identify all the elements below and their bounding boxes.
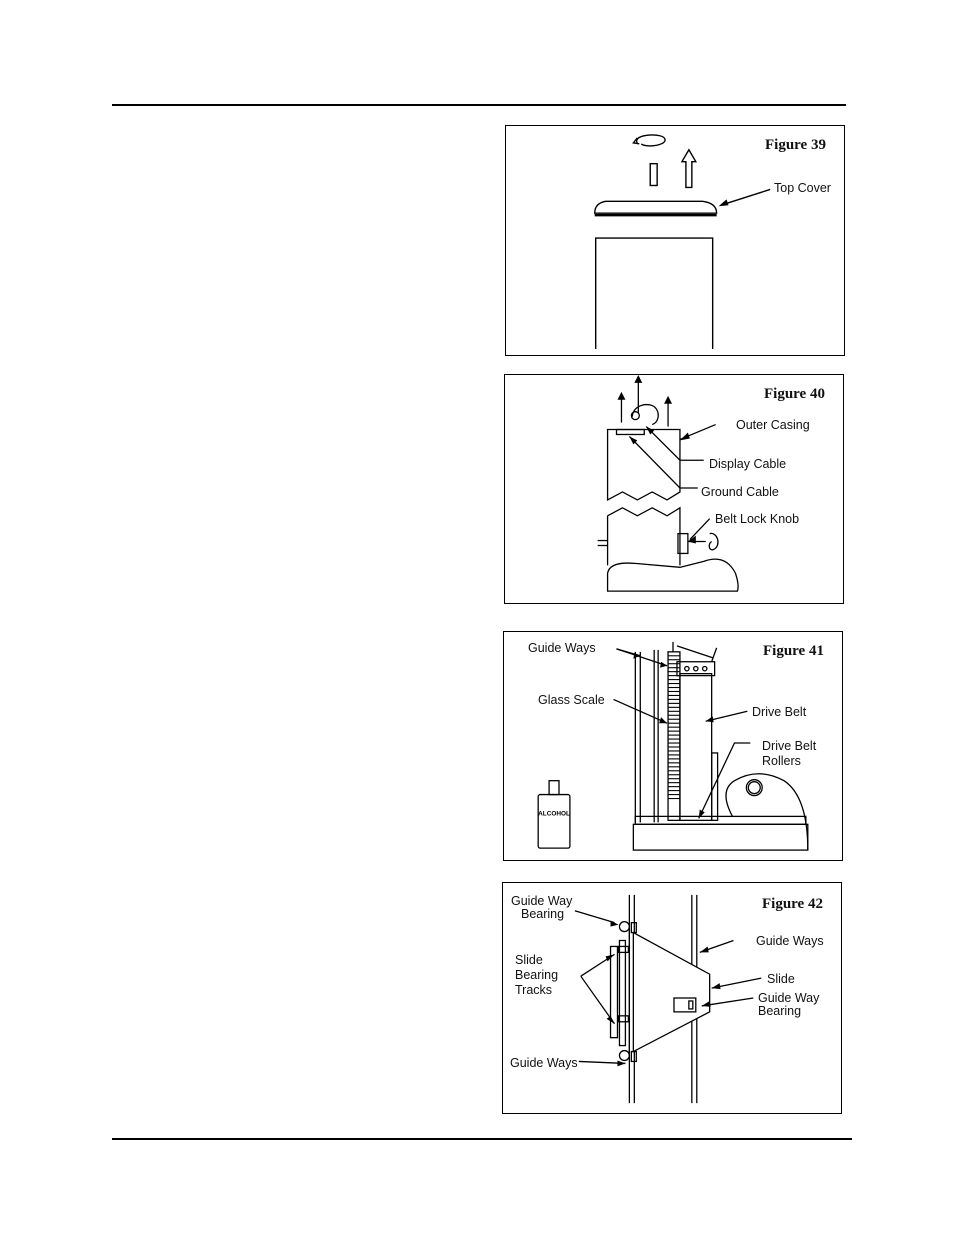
label-display-cable: Display Cable <box>709 457 787 471</box>
figure-40 <box>504 374 844 604</box>
label-slide-bearing-tracks-line1: Slide <box>515 953 543 967</box>
figure-40-title: Figure 40 <box>764 386 825 402</box>
figure-42-title: Figure 42 <box>762 896 823 912</box>
label-guide-way-bearing-right-line1: Guide Way <box>758 991 820 1005</box>
figure-40-drawing <box>505 375 843 603</box>
label-top-cover: Top Cover <box>774 181 831 195</box>
label-slide-bearing-tracks-line3: Tracks <box>515 983 553 997</box>
top-rule <box>112 104 846 106</box>
label-glass-scale: Glass Scale <box>538 693 605 707</box>
bottom-rule <box>112 1138 852 1140</box>
label-outer-casing: Outer Casing <box>736 418 810 432</box>
label-drive-belt-rollers-line1: Drive Belt <box>762 739 817 753</box>
figure-39-drawing <box>506 126 844 355</box>
label-slide: Slide <box>767 972 795 986</box>
label-guide-ways-right: Guide Ways <box>756 934 824 948</box>
label-belt-lock-knob: Belt Lock Knob <box>715 512 800 526</box>
figure-41-title: Figure 41 <box>763 643 824 659</box>
label-guide-way-bearing-top-line2: Bearing <box>521 907 565 921</box>
figure-41 <box>503 631 843 861</box>
label-guide-way-bearing-right-line2: Bearing <box>758 1004 802 1018</box>
label-guide-way-bearing-top-line1: Guide Way <box>511 894 573 908</box>
label-guide-ways-bottom: Guide Ways <box>510 1056 578 1070</box>
figure-42 <box>502 882 842 1114</box>
label-guide-ways-top: Guide Ways <box>528 641 596 655</box>
label-ground-cable: Ground Cable <box>701 485 779 499</box>
figure-39 <box>505 125 845 356</box>
label-drive-belt-rollers-line2: Rollers <box>762 754 801 768</box>
label-slide-bearing-tracks-line2: Bearing <box>515 968 559 982</box>
label-drive-belt: Drive Belt <box>752 705 807 719</box>
figure-39-title: Figure 39 <box>765 137 826 153</box>
bottle-alcohol-label: ALCOHOL <box>538 810 570 818</box>
